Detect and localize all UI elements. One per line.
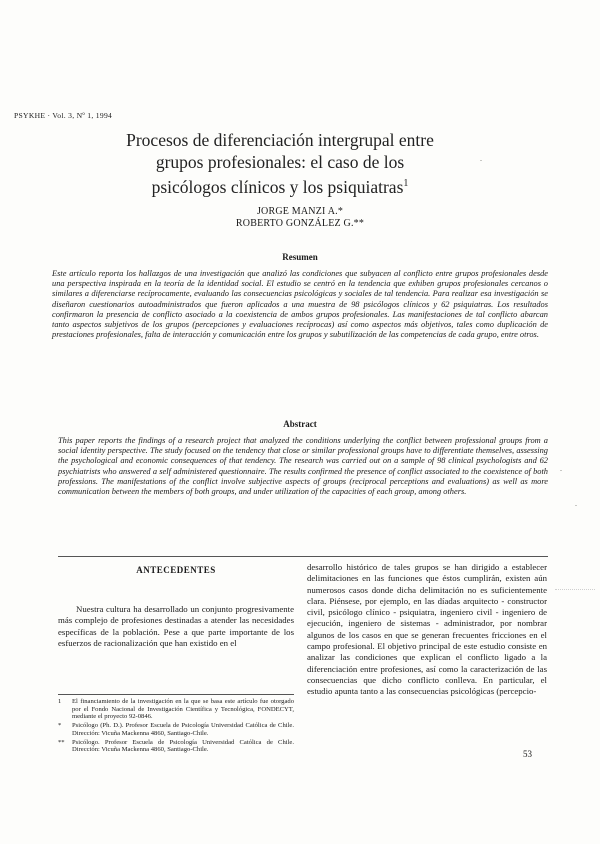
scan-speck [575,505,577,506]
section-divider [58,556,548,557]
author-2: ROBERTO GONZÁLEZ G.** [235,218,365,229]
authors [150,206,450,230]
footnote-mark: * [58,722,62,730]
antecedentes-left-column: Nuestra cultura ha desarrollado un conjunto progresivamente más complejo de profesiones destinadas a atender las necesidades específicas de la población. Pese a que parte importante de los esfuerzos de racionalización que han existido en el [58,604,294,648]
journal-header: PSYKHE · Vol. 3, Nº 1, 1994 [14,111,113,120]
page-number: 53 [523,749,532,759]
footnote [58,698,294,721]
title-footnote-mark: 1 [403,178,409,189]
abstract-text: This paper reports the findings of a research project that analyzed the conditions underlying the conflict between professional groups from a social identity perspective. The study focused on the tendency that close or similar professional groups have to differentiate themselves, assessing the psychological and economic consequences of that tendency. The research was carried out on a sample of 98 clinical psychologists and 62 psychiatrists who answered a self administered questionnaire. The results confirmed the presence of conflict associated to the coexistence of both professions. The manifestations of the conflict involve subjective aspects of groups (reciprocal perceptions and evaluations) as well as more communication between the members of both groups, and under utilization of the capacities of each group, among others. [58,436,548,497]
antecedentes-heading: ANTECEDENTES [136,565,216,575]
title-line-2: grupos profesionales: el caso de los [155,151,405,172]
resumen-text: Este artículo reporta los hallazgos de una investigación que analizó las condiciones que subyacen al conflicto entre grupos profesionales desde una perspectiva inspirada en la teoría de la identidad social. El estudio se centró en la tendencia que exhiben grupos profesionales cercanos o similares a diferenciarse recíprocamente, evaluando las consecuencias psicológicas y sociales de tal tendencia. Para realizar esa investigación se diseñaron cuestionarios autoadministrados que fueron aplicados a una muestra de 98 psicólogos clínicos y 62 psiquiatras. Los resultados confirmaron la presencia de conflicto asociado a la coexistencia de ambos grupos profesionales. Las manifestaciones de tal conflicto abarcan tanto aspectos subjetivos de los grupos (percepciones y evaluaciones recíprocas) así como aspectos más objetivos, tales como duplicación de prestaciones profesionales, falta de interacción y comunicación entre los grupos y subutilización de las competencias de cada grupo, entre otros. [52,269,548,340]
footnote [58,739,294,754]
footnote-text: Psicólogo (Ph. D.). Profesor Escuela de Psicología Universidad Católica de Chile. Dirección: Vicuña Mackenna 4860, Santiago-Chile. [72,722,294,737]
author-1: JORGE MANZI A.* [256,206,344,217]
article-title [60,130,500,198]
footnote-mark: 1 [58,698,62,705]
footnote [58,722,294,737]
footnote-rule [58,694,294,695]
footnote-mark: ** [58,738,65,746]
abstract-heading: Abstract [283,419,317,429]
title-line-3-text: psicólogos clínicos y los psiquiatras [151,176,404,197]
resumen-heading: Resumen [282,252,318,262]
scan-artifact-line [555,589,595,590]
antecedentes-right-column: desarrollo histórico de tales grupos se han dirigido a establecer delimitaciones en las funciones que éstos cumplirán, existen aún numerosos casos donde dicha delimitación no es suficientemente clara. Piénsese, por ejemplo, en las díadas arquitecto - constructor civil, psicólogo clínico - psiquiatra, ingeniero civil - ingeniero de ejecución, ingeniero de sistemas - administrador, por nombrar algunos de los casos en que se generan frecuentes fricciones en el campo profesional. El objetivo principal de este estudio consiste en analizar las condiciones que explican el conflicto ligado a la diferenciación entre profesiones, así como la caracterización de las consecuencias que dicho conflicto conlleva. En particular, el estudio apunta tanto a las consecuencias psicológicas (percepcio- [307,562,547,697]
title-line-3 [60,173,500,198]
scan-speck [480,160,482,161]
footnote-text: Psicólogo. Profesor Escuela de Psicología Universidad Católica de Chile. Dirección: Vicuña Mackenna 4860, Santiago-Chile. [72,738,294,754]
footnote-text: El financiamiento de la investigación en la que se basa este artículo fue otorgado por el Fondo Nacional de Investigación Científica y Tecnológica, FONDECYT, mediante el proyecto 92-0846. [72,698,294,721]
scan-speck [560,470,562,471]
title-line-1: Procesos de diferenciación intergrupal entre [126,130,434,150]
footnotes [58,698,294,755]
